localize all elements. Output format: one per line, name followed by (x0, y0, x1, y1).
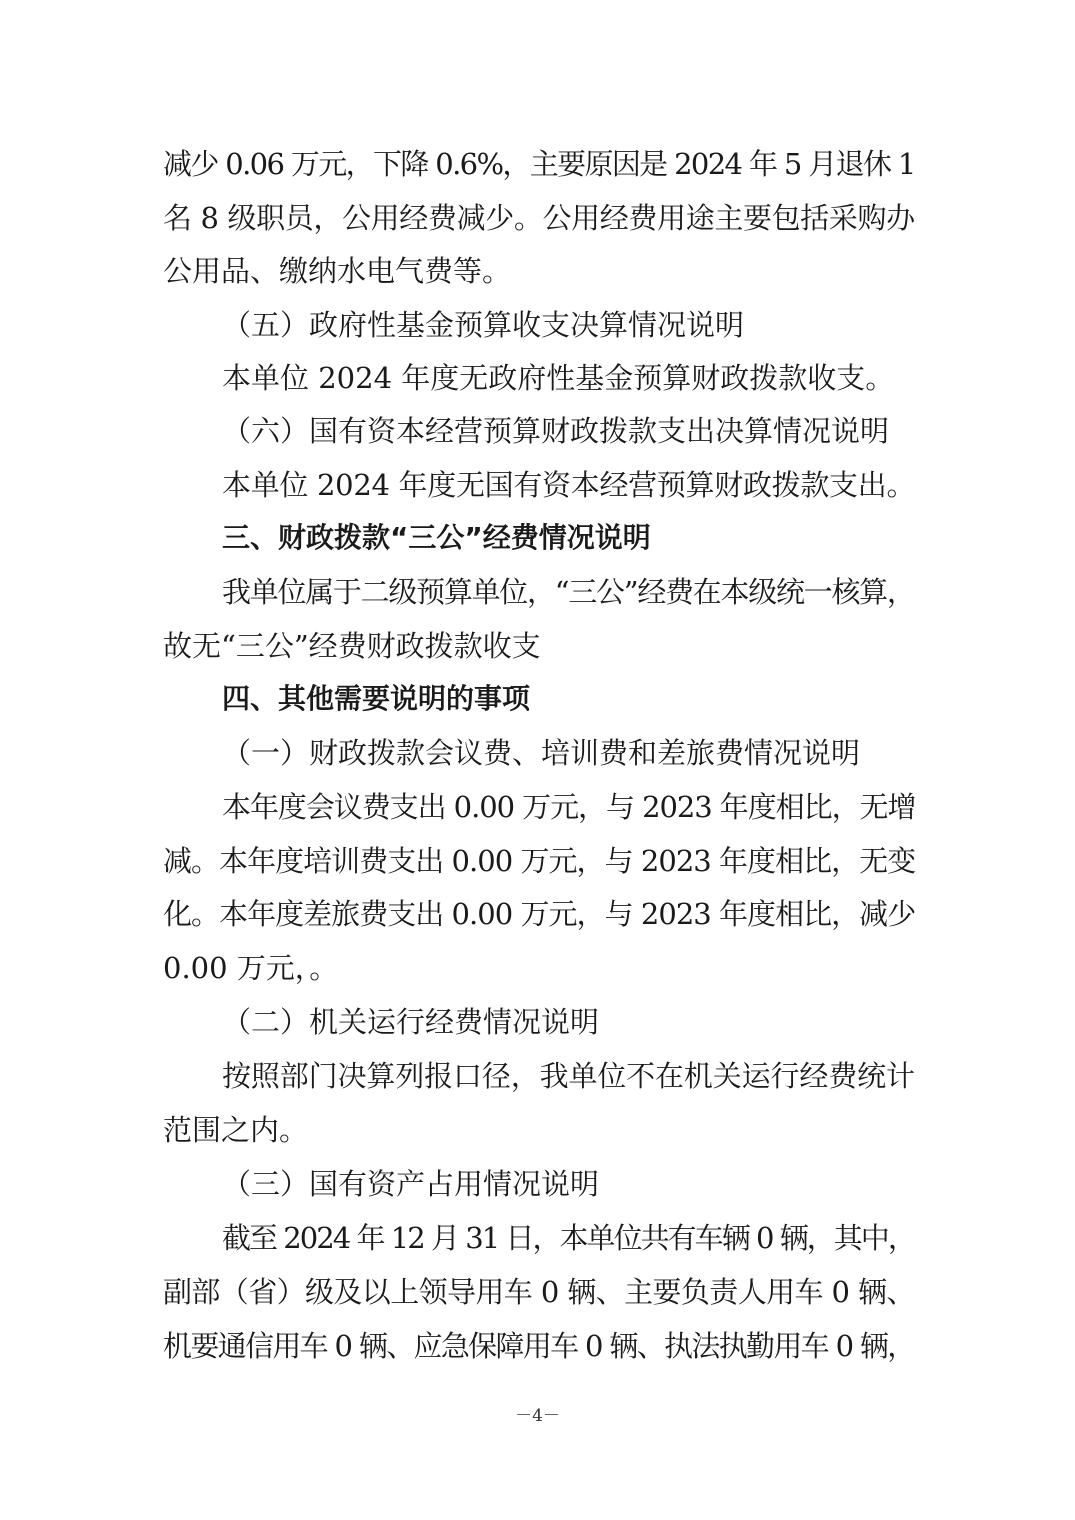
paragraph-line: 故无“三公”经费财政拨款收支 (163, 629, 541, 663)
subsection-heading-6: （六）国有资本经营预算财政拨款支出决算情况说明 (222, 414, 890, 448)
page-number: －4－ (515, 1406, 560, 1426)
paragraph-line: 按照部门决算列报口径，我单位不在机关运行经费统计 (222, 1059, 915, 1093)
subsection-heading-2: （二）机关运行经费情况说明 (222, 1005, 600, 1039)
paragraph-line: 我单位属于二级预算单位，“三公”经费在本级统一核算， (222, 575, 915, 609)
paragraph-line: 截至 2024 年 12 月 31 日，本单位共有车辆 0 辆，其中， (222, 1221, 915, 1255)
paragraph-line: 减。本年度培训费支出 0.00 万元，与 2023 年度相比，无变 (163, 844, 916, 878)
paragraph-line: 公用品、缴纳水电气费等。 (163, 254, 512, 288)
paragraph-line: 副部（省）级及以上领导用车 0 辆、主要负责人用车 0 辆、 (163, 1275, 915, 1309)
subsection-heading-5: （五）政府性基金预算收支决算情况说明 (222, 308, 745, 342)
paragraph-line: 本年度会议费支出 0.00 万元，与 2023 年度相比，无增 (222, 790, 916, 824)
paragraph-line: 名 8 级职员，公用经费减少。公用经费用途主要包括采购办 (163, 201, 915, 235)
paragraph-line: 机要通信用车 0 辆、应急保障用车 0 辆、执法执勤用车 0 辆， (163, 1329, 915, 1363)
paragraph-line: 本单位 2024 年度无国有资本经营预算财政拨款支出。 (222, 468, 916, 502)
section-heading-4: 四、其他需要说明的事项 (222, 682, 531, 715)
section-heading-3: 三、财政拨款“三公”经费情况说明 (222, 521, 651, 554)
paragraph-line: 范围之内。 (163, 1113, 309, 1147)
paragraph-line: 本单位 2024 年度无政府性基金预算财政拨款收支。 (222, 361, 895, 395)
paragraph-line: 化。本年度差旅费支出 0.00 万元，与 2023 年度相比，减少 (163, 897, 916, 931)
subsection-heading-1: （一）财政拨款会议费、培训费和差旅费情况说明 (222, 736, 861, 770)
paragraph-line: 0.00 万元，。 (163, 951, 339, 985)
paragraph-line: 减少 0.06 万元，下降 0.6%，主要原因是 2024 年 5 月退休 1 (163, 147, 915, 181)
subsection-heading-3: （三）国有资产占用情况说明 (222, 1167, 600, 1201)
